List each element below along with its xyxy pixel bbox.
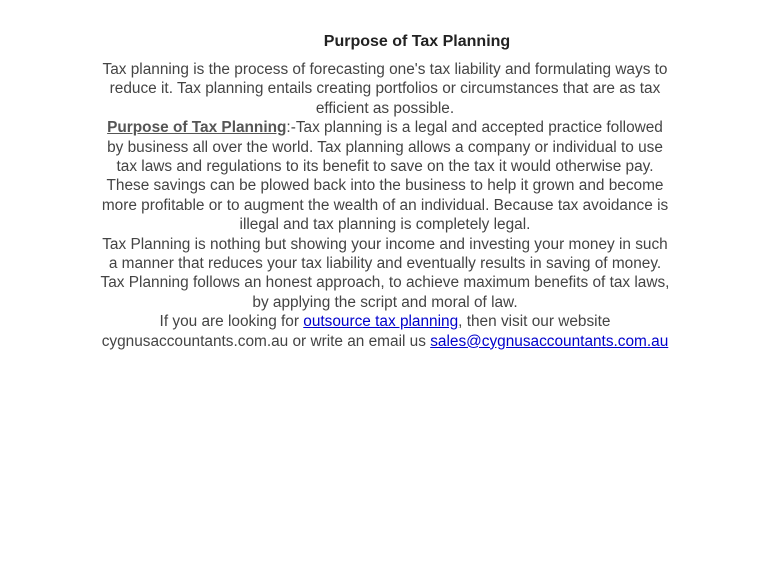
purpose-inline-heading: Purpose of Tax Planning	[107, 119, 287, 137]
slide-body	[100, 60, 670, 351]
contact-prefix: If you are looking for	[159, 313, 304, 331]
email-link[interactable]: sales@cygnusaccountants.com.au	[430, 332, 669, 350]
paragraph-contact	[100, 312, 670, 351]
slide-title: Purpose of Tax Planning	[323, 33, 511, 50]
paragraph-explanation: Tax Planning is nothing but showing your income and investing your money in such a manner that reduces your tax liability and eventually results in saving of money. Tax Planning follows an honest approach, to achieve maximum benefits of tax laws, by applying the script and moral of law.	[100, 235, 670, 311]
contact-middle: , then visit our website cygnusaccountants.com.au or write an email us	[101, 313, 611, 350]
purpose-text: :-Tax planning is a legal and accepted practice followed by business all over the world. Tax planning allows a company or individual to use tax laws and regulations to its benefit to save on the tax it would otherwise pay. These savings can be plowed back into the business to help it grown and become more profitable or to augment the wealth of an individual. Because tax avoidance is illegal and tax planning is completely legal.	[101, 119, 669, 234]
paragraph-definition: Tax planning is the process of forecasting one's tax liability and formulating ways to reduce it. Tax planning entails creating portfolios or circumstances that are as tax efficient as possible.	[102, 61, 668, 117]
paragraph-purpose	[100, 118, 670, 234]
outsource-tax-planning-link[interactable]: outsource tax planning	[303, 313, 459, 331]
